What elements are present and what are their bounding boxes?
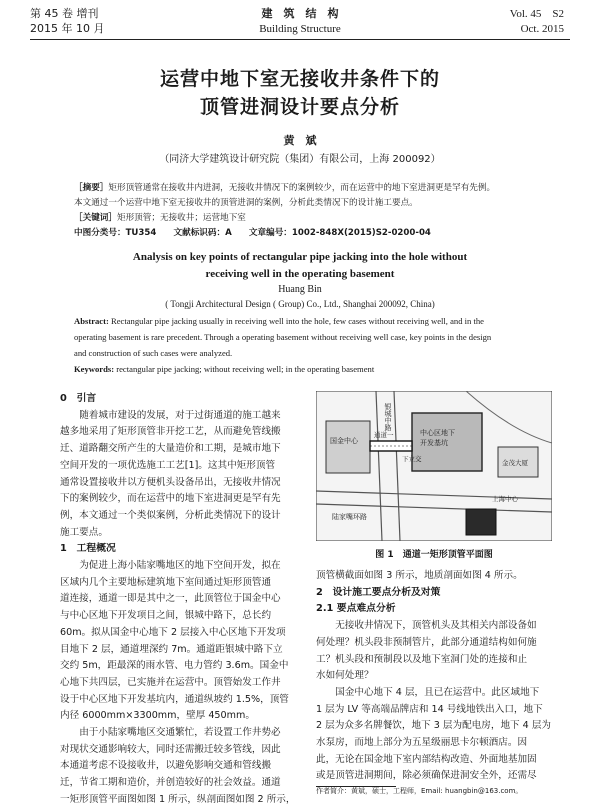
p1-line: 为促进上海小陆家嘴地区的地下空间开发，拟在 [79,560,281,572]
p2-line: 迁，节省工期和造价，并创造较好的社会效益。通道 [60,777,281,789]
classification: 中图分类号：TU354 文献标识码：A 文章编号：1002-848X(2015)S2-0200-04 [74,228,431,238]
p3-line: 工？机头段和预制段以及地下室洞门处的连接和止 [316,653,528,665]
header-date-en: Oct. 2015 [520,23,564,35]
p2-line: 对现状交通影响较大，同时还需搬迁较多管线，因此 [60,743,281,755]
site-plan-drawing [316,391,552,541]
section-1-heading: 1 工程概况 [60,543,116,555]
p0-line: 越多地采用了矩形顶管非开挖工艺，从而避免管线搬 [60,426,281,438]
section-0-heading: 0 引言 [60,393,97,404]
p4-line: 此，无论在国金地下室内部结构改造、外面地基加固 [316,753,537,765]
label-road: 银城中路 [384,403,392,431]
header-journal-cn: 建 筑 结 构 [261,7,339,20]
header-rule [30,39,570,40]
label-shanghai-center: 上海中心 [492,495,518,503]
p1-line: 心地下共四层，已实施并在运营中。顶管始发工作井 [60,676,281,688]
abstract-en-label: Abstract: [74,316,109,326]
header-journal-en: Building Structure [259,23,341,35]
label-underpass: 下立交 [402,455,422,463]
title-en-line1: Analysis on key points of rectangular pipe jacking into the hole without [132,251,468,263]
label-ifc: 国金中心 [330,437,358,445]
p0-line: 迁、道路翻交所产生的大量造价和工期，是城市地下 [60,443,281,455]
header-vol-en: Vol. 45 S2 [509,8,564,20]
abstract-cn-line1 [74,181,544,196]
p0-line: 通常设置接收井以方便机头设备吊出，无接收井情况 [60,476,281,488]
title-line1: 运营中地下室无接收井条件下的 [159,68,440,90]
label-jinmao: 金茂大厦 [502,459,528,467]
p1-line: 交约 5m，距最深的雨水管、电力管约 3.6m。国金中 [60,660,289,672]
p1-line: 目地下 2 层，通道埋深约 7m。通道距银城中路下立 [60,643,283,655]
p1-line: 60m。拟从国金中心地下 2 层接入中心区地下开发项 [60,626,286,638]
label-center: 中心区地下 [420,429,455,437]
p1-line: 内径 6000mm×3300mm，壁厚 450mm。 [60,710,255,722]
abstract-cn-line2: 本文通过一个运营中地下室无接收井的顶管进洞的案例，分析此类情况下的设计施工要点。 [74,198,418,208]
section-2-1-para2 [316,685,556,785]
title-en-line2: receiving well in the operating basement [205,268,395,280]
left-column [60,391,300,809]
header-date: 2015 年 10 月 [30,22,105,35]
figure-1 [316,391,552,541]
p4-line: 水泵房，而地上部分为五星级丽思卡尔顿酒店。因 [316,737,528,749]
label-ring-road: 陆家嘴环路 [332,513,367,521]
p1-line: 与中心区地下开发项目之间，银城中路下，总长约 [60,610,272,622]
p3-line: 水如何处理？ [316,670,374,682]
section-1-para [60,558,300,725]
keywords-en-text: rectangular pipe jacking; without receiving well; in the operating basement [114,364,375,374]
p4-line: 2 层为众多名牌餐饮，地下 3 层为配电房，地下 4 层为 [316,720,552,732]
section-2-1-para [316,618,556,685]
p2-line: 本通道考虑不设接收井，以避免影响交通和管线搬 [60,760,272,772]
abstract-en-line1 [74,314,484,330]
p-top: 顶管横截面如图 3 所示，地质剖面如图 4 所示。 [316,570,523,581]
affiliation-en: ( Tongji Architectural Design ( Group) Co., Ltd., Shanghai 200092, China) [165,299,435,309]
abstract-cn-text1: 矩形顶管通常在接收井内进洞，无接收井情况下的案例较少，而在运营中的地下室进洞更是罕有先例。 [108,183,496,193]
p3-line: 无接收井情况下，顶管机头及其相关内部设备如 [335,620,537,632]
section-2-1-heading: 2.1 要点难点分析 [316,603,396,615]
p0-line: 空间开发的一项优选施工工艺[1]。这其中矩形顶管 [60,459,276,471]
keywords-cn-text: 矩形顶管；无接收井；运营地下室 [116,213,246,223]
abstract-en-text1: Rectangular pipe jacking usually in receiving well into the hole, few cases without receiving well, and in the [108,316,484,326]
p3-line: 何处理？机头段非预制管片，此部分通道结构如何施 [316,636,537,648]
section-2-heading: 2 设计施工要点分析及对策 [316,586,441,598]
figure-1-caption: 图 1 通道一矩形顶管平面图 [375,550,493,560]
label-pit: 开发基坑 [420,439,448,447]
abstract-en-line2: operating basement is rare precedent. Through a operating basement without receiving well case, key points in the design [74,332,492,342]
title-line2: 顶管进洞设计要点分析 [199,96,400,118]
author-en: Huang Bin [278,284,322,295]
keywords-en [74,362,374,378]
author: 黄 斌 [283,134,317,147]
p2-line: 由于小陆家嘴地区交通繁忙，若设置工作井势必 [79,727,281,739]
p2-line: 一矩形顶管平面图如图 1 所示，纵剖面图如图 2 所示， [60,793,296,805]
p0-line: 下的案例较少，而在运营中的地下室进洞更是罕有先 [60,493,281,505]
p1-line: 区域内几个主要地标建筑地下室间通过矩形顶管通 [60,576,272,588]
p0-line: 施工要点。 [60,526,108,538]
footnote: 作者简介：黄斌，硕士，工程师，Email: huangbin@163.com。 [316,787,523,795]
p4-line: 或是顶管进洞期间，除必须确保进洞安全外，还需尽 [316,770,537,782]
section-0-para [60,408,300,542]
p0-line: 例，本文通过一个类似案例，分析此类情况下的设计 [60,509,281,521]
keywords-cn-label: ［关键词］ [74,213,117,223]
affiliation: （同济大学建筑设计研究院（集团）有限公司，上海 200092） [159,154,441,165]
abstract-cn-label: ［摘要］ [74,183,109,193]
header-volume: 第 45 卷 增刊 [30,7,99,20]
p1-line: 道连接，通道一即是其中之一，此顶管位于国金中心 [60,593,281,605]
right-column [316,568,556,785]
p0-line: 随着城市建设的发展，对于过街通道的施工越来 [79,409,281,421]
section-1-para2 [60,725,300,809]
label-channel: 通道一 [374,431,394,439]
keywords-cn [74,211,246,226]
p4-line: 1 层为 LV 等高端品牌店和 14 号线地铁出入口，地下 [316,703,543,715]
keywords-en-label: Keywords: [74,364,115,374]
p4-line: 国金中心地下 4 层，且已在运营中。此区域地下 [335,686,540,698]
p1-line: 设于中心区地下开发基坑内，通道纵坡约 1.5%，顶管 [60,693,289,705]
abstract-en-line3: and construction of such cases were analyzed. [74,348,233,358]
